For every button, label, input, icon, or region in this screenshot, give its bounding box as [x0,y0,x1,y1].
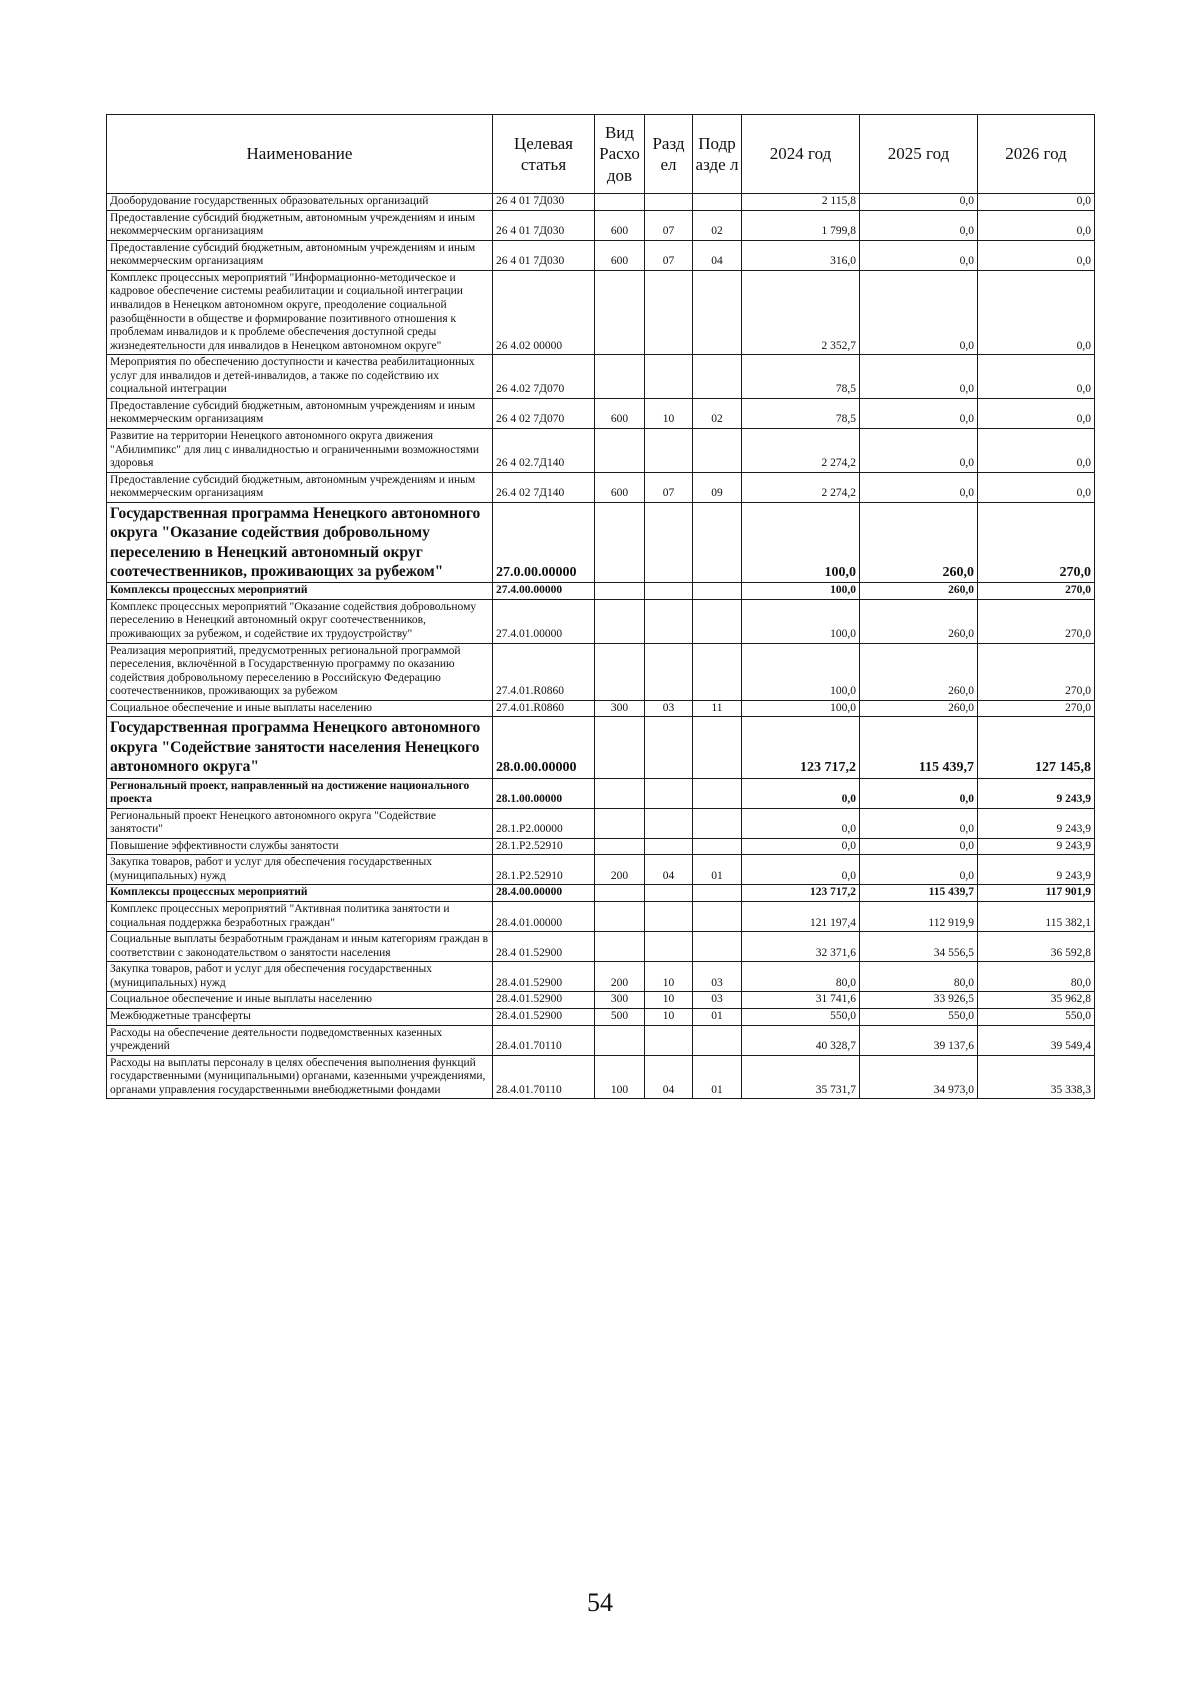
table-row [107,808,1095,838]
cell-subsection [693,717,742,778]
cell-expense-kind [595,355,645,399]
cell-expense-kind [595,885,645,902]
cell-name: Предоставление субсидий бюджетным, автономным учреждениям и иным некоммерческим организациям [107,240,493,270]
cell-target-article: 28.0.00.00000 [493,717,595,778]
cell-target-article: 27.4.01.R0860 [493,700,595,717]
cell-expense-kind [595,270,645,354]
cell-name: Социальное обеспечение и иные выплаты населению [107,700,493,717]
cell-target-article: 28.1.P2.00000 [493,808,595,838]
cell-section [645,643,693,700]
cell-section [645,429,693,473]
cell-section: 07 [645,472,693,502]
cell-name: Социальные выплаты безработным гражданам и иным категориям граждан в соответствии с законодательством о занятости населения [107,932,493,962]
cell-section: 10 [645,992,693,1009]
table-row [107,838,1095,855]
header-target-article: Целевая статья [493,115,595,194]
cell-name: Предоставление субсидий бюджетным, автономным учреждениям и иным некоммерческим организациям [107,210,493,240]
cell-section [645,599,693,643]
page-number: 54 [587,1588,613,1617]
cell-2026: 36 592,8 [978,932,1095,962]
cell-subsection [693,583,742,600]
table-row [107,1055,1095,1099]
cell-2025: 260,0 [860,700,978,717]
cell-2024: 100,0 [742,502,860,583]
cell-section [645,778,693,808]
cell-2025: 80,0 [860,962,978,992]
header-year-2024: 2024 год [742,115,860,194]
cell-section [645,583,693,600]
cell-2025: 115 439,7 [860,885,978,902]
budget-table-wrapper [106,114,1094,1099]
header-year-2025: 2025 год [860,115,978,194]
cell-2026: 35 338,3 [978,1055,1095,1099]
cell-target-article: 28.4 01.52900 [493,932,595,962]
cell-name: Комплексы процессных мероприятий [107,885,493,902]
cell-2024: 1 799,8 [742,210,860,240]
cell-subsection [693,502,742,583]
cell-subsection [693,355,742,399]
table-row [107,194,1095,211]
table-row [107,583,1095,600]
cell-2026: 0,0 [978,398,1095,428]
cell-name: Комплекс процессных мероприятий "Оказание содействия добровольному переселению в Ненецкий автономный округ соотечественников, проживающих за рубежом, и содействие их трудоустройству" [107,599,493,643]
cell-name: Повышение эффективности службы занятости [107,838,493,855]
cell-2025: 33 926,5 [860,992,978,1009]
cell-2026: 9 243,9 [978,808,1095,838]
cell-section: 07 [645,240,693,270]
table-row [107,210,1095,240]
cell-2026: 39 549,4 [978,1025,1095,1055]
cell-expense-kind [595,932,645,962]
table-row [107,932,1095,962]
cell-section [645,932,693,962]
cell-subsection: 03 [693,962,742,992]
cell-section: 04 [645,855,693,885]
cell-2026: 270,0 [978,643,1095,700]
cell-2026: 0,0 [978,429,1095,473]
cell-2024: 2 274,2 [742,472,860,502]
cell-expense-kind: 100 [595,1055,645,1099]
table-row [107,240,1095,270]
cell-target-article: 26 4 02 7Д070 [493,398,595,428]
table-row [107,885,1095,902]
cell-expense-kind: 200 [595,962,645,992]
cell-expense-kind [595,643,645,700]
cell-section [645,270,693,354]
table-row [107,429,1095,473]
cell-subsection: 11 [693,700,742,717]
cell-name: Государственная программа Ненецкого автономного округа "Оказание содействия добровольному переселению в Ненецкий автономный округ соотечественников, проживающих за рубежом" [107,502,493,583]
cell-name: Комплекс процессных мероприятий "Информационно-методическое и кадровое обеспечение системы реабилитации и социальной интеграции инвалидов в Ненецком автономном округе, преодоление социальной разобщённости в обществе и формирование позитивного отношения к проблемам инвалидов и к проблеме обеспечения доступной среды жизнедеятельности для инвалидов в Ненецком автономном округе" [107,270,493,354]
cell-2026: 127 145,8 [978,717,1095,778]
cell-name: Закупка товаров, работ и услуг для обеспечения государственных (муниципальных) нужд [107,855,493,885]
cell-expense-kind: 600 [595,240,645,270]
cell-expense-kind [595,599,645,643]
table-row [107,855,1095,885]
cell-subsection [693,270,742,354]
cell-subsection: 09 [693,472,742,502]
cell-section [645,885,693,902]
table-row [107,778,1095,808]
cell-target-article: 27.4.01.R0860 [493,643,595,700]
cell-2025: 34 556,5 [860,932,978,962]
table-row [107,962,1095,992]
cell-2024: 100,0 [742,643,860,700]
cell-subsection [693,902,742,932]
cell-section [645,194,693,211]
cell-subsection [693,1025,742,1055]
table-row [107,502,1095,583]
cell-2025: 0,0 [860,398,978,428]
cell-2025: 0,0 [860,270,978,354]
table-row [107,398,1095,428]
cell-section [645,502,693,583]
cell-2026: 0,0 [978,270,1095,354]
header-year-2026: 2026 год [978,115,1095,194]
table-header-row [107,115,1095,194]
cell-2024: 100,0 [742,583,860,600]
cell-2024: 0,0 [742,838,860,855]
table-row [107,1008,1095,1025]
cell-2024: 32 371,6 [742,932,860,962]
cell-name: Дооборудование государственных образовательных организаций [107,194,493,211]
header-name: Наименование [107,115,493,194]
cell-2026: 9 243,9 [978,855,1095,885]
cell-2026: 117 901,9 [978,885,1095,902]
cell-subsection [693,885,742,902]
cell-subsection: 01 [693,855,742,885]
cell-subsection [693,778,742,808]
cell-target-article: 28.1.P2.52910 [493,855,595,885]
cell-target-article: 28.4.01.00000 [493,902,595,932]
cell-name: Региональный проект Ненецкого автономного округа "Содействие занятости" [107,808,493,838]
cell-name: Расходы на выплаты персоналу в целях обеспечения выполнения функций государственными (муниципальными) органами, казенными учреждениями, органами управления государственными внебюджетными фондами [107,1055,493,1099]
header-section: Разд ел [645,115,693,194]
table-row [107,902,1095,932]
cell-section [645,808,693,838]
cell-target-article: 26 4 01 7Д030 [493,194,595,211]
cell-2026: 80,0 [978,962,1095,992]
cell-2024: 0,0 [742,778,860,808]
cell-name: Предоставление субсидий бюджетным, автономным учреждениям и иным некоммерческим организациям [107,398,493,428]
cell-subsection [693,599,742,643]
cell-section [645,838,693,855]
cell-expense-kind [595,1025,645,1055]
cell-expense-kind [595,902,645,932]
cell-2025: 39 137,6 [860,1025,978,1055]
cell-2026: 270,0 [978,502,1095,583]
cell-2024: 80,0 [742,962,860,992]
budget-table [106,114,1095,1099]
cell-target-article: 26 4.02 7Д070 [493,355,595,399]
cell-subsection [693,194,742,211]
cell-expense-kind [595,778,645,808]
cell-section [645,1025,693,1055]
cell-target-article: 27.4.01.00000 [493,599,595,643]
cell-expense-kind [595,429,645,473]
cell-2025: 0,0 [860,778,978,808]
cell-name: Комплекс процессных мероприятий "Активная политика занятости и социальная поддержка безработных граждан" [107,902,493,932]
cell-name: Государственная программа Ненецкого автономного округа "Содействие занятости населения Ненецкого автономного округа" [107,717,493,778]
cell-2026: 270,0 [978,700,1095,717]
cell-2025: 0,0 [860,194,978,211]
cell-2024: 123 717,2 [742,885,860,902]
cell-2026: 270,0 [978,583,1095,600]
cell-expense-kind [595,838,645,855]
cell-2025: 0,0 [860,210,978,240]
cell-name: Комплексы процессных мероприятий [107,583,493,600]
cell-2025: 112 919,9 [860,902,978,932]
cell-expense-kind [595,808,645,838]
cell-name: Развитие на территории Ненецкого автономного округа движения "Абилимпикс" для лиц с инвалидностью и ограниченными возможностями здоровья [107,429,493,473]
table-row [107,355,1095,399]
cell-2026: 35 962,8 [978,992,1095,1009]
cell-2024: 0,0 [742,855,860,885]
cell-2026: 0,0 [978,240,1095,270]
cell-2025: 0,0 [860,855,978,885]
cell-target-article: 28.4.01.70110 [493,1025,595,1055]
table-row [107,1025,1095,1055]
cell-expense-kind [595,583,645,600]
cell-expense-kind [595,717,645,778]
cell-2025: 0,0 [860,838,978,855]
cell-target-article: 26 4 02.7Д140 [493,429,595,473]
cell-2025: 260,0 [860,502,978,583]
cell-2025: 0,0 [860,355,978,399]
cell-expense-kind: 600 [595,398,645,428]
cell-subsection: 02 [693,398,742,428]
cell-subsection [693,838,742,855]
cell-target-article: 26 4 01 7Д030 [493,210,595,240]
cell-section: 04 [645,1055,693,1099]
cell-subsection: 03 [693,992,742,1009]
cell-2025: 260,0 [860,643,978,700]
cell-2024: 78,5 [742,355,860,399]
table-row [107,643,1095,700]
cell-target-article: 28.4.01.52900 [493,1008,595,1025]
cell-2024: 40 328,7 [742,1025,860,1055]
table-row [107,717,1095,778]
cell-2025: 550,0 [860,1008,978,1025]
cell-2025: 0,0 [860,472,978,502]
cell-2025: 0,0 [860,808,978,838]
cell-subsection: 01 [693,1008,742,1025]
cell-target-article: 27.0.00.00000 [493,502,595,583]
cell-subsection [693,643,742,700]
cell-2024: 100,0 [742,599,860,643]
cell-2025: 34 973,0 [860,1055,978,1099]
cell-2026: 0,0 [978,194,1095,211]
cell-expense-kind: 600 [595,210,645,240]
cell-name: Реализация мероприятий, предусмотренных региональной программой переселения, включённой в Государственную программу по оказанию содействия добровольному переселению в Российскую Федерацию соотечественников, проживающих за рубежом [107,643,493,700]
cell-2024: 316,0 [742,240,860,270]
cell-target-article: 28.4.00.00000 [493,885,595,902]
cell-2026: 115 382,1 [978,902,1095,932]
cell-name: Межбюджетные трансферты [107,1008,493,1025]
cell-expense-kind: 600 [595,472,645,502]
cell-2024: 78,5 [742,398,860,428]
cell-target-article: 26 4 01 7Д030 [493,240,595,270]
table-row [107,992,1095,1009]
cell-subsection: 01 [693,1055,742,1099]
cell-2025: 260,0 [860,583,978,600]
cell-2025: 0,0 [860,240,978,270]
cell-section: 03 [645,700,693,717]
cell-expense-kind: 200 [595,855,645,885]
cell-2024: 31 741,6 [742,992,860,1009]
cell-expense-kind: 300 [595,700,645,717]
cell-target-article: 28.1.P2.52910 [493,838,595,855]
cell-expense-kind: 300 [595,992,645,1009]
cell-name: Закупка товаров, работ и услуг для обеспечения государственных (муниципальных) нужд [107,962,493,992]
cell-2024: 121 197,4 [742,902,860,932]
cell-2024: 123 717,2 [742,717,860,778]
cell-target-article: 28.1.00.00000 [493,778,595,808]
cell-subsection [693,932,742,962]
cell-2025: 0,0 [860,429,978,473]
table-body [107,194,1095,1099]
header-expense-kind: Вид Расхо дов [595,115,645,194]
cell-name: Социальное обеспечение и иные выплаты населению [107,992,493,1009]
header-subsection: Подр азде л [693,115,742,194]
cell-section: 10 [645,1008,693,1025]
table-row [107,599,1095,643]
cell-name: Мероприятия по обеспечению доступности и качества реабилитационных услуг для инвалидов и детей-инвалидов, а также по содействию их социальной интеграции [107,355,493,399]
cell-section [645,717,693,778]
cell-2025: 260,0 [860,599,978,643]
cell-target-article: 28.4.01.70110 [493,1055,595,1099]
cell-2024: 100,0 [742,700,860,717]
cell-section [645,902,693,932]
cell-subsection: 04 [693,240,742,270]
cell-subsection [693,808,742,838]
cell-2026: 0,0 [978,355,1095,399]
cell-2026: 550,0 [978,1008,1095,1025]
cell-target-article: 26 4.02 00000 [493,270,595,354]
cell-2026: 0,0 [978,472,1095,502]
cell-2026: 270,0 [978,599,1095,643]
cell-2026: 9 243,9 [978,778,1095,808]
cell-2026: 0,0 [978,210,1095,240]
cell-target-article: 28.4.01.52900 [493,992,595,1009]
cell-expense-kind: 500 [595,1008,645,1025]
cell-target-article: 28.4.01.52900 [493,962,595,992]
cell-section: 10 [645,398,693,428]
cell-section: 07 [645,210,693,240]
cell-2024: 2 115,8 [742,194,860,211]
cell-2024: 2 274,2 [742,429,860,473]
cell-name: Расходы на обеспечение деятельности подведомственных казенных учреждений [107,1025,493,1055]
cell-target-article: 26.4 02 7Д140 [493,472,595,502]
table-row [107,472,1095,502]
cell-subsection [693,429,742,473]
cell-expense-kind [595,194,645,211]
cell-name: Региональный проект, направленный на достижение национального проекта [107,778,493,808]
cell-subsection: 02 [693,210,742,240]
cell-2024: 0,0 [742,808,860,838]
cell-section [645,355,693,399]
table-row [107,700,1095,717]
cell-2025: 115 439,7 [860,717,978,778]
cell-2026: 9 243,9 [978,838,1095,855]
cell-section: 10 [645,962,693,992]
cell-target-article: 27.4.00.00000 [493,583,595,600]
cell-2024: 2 352,7 [742,270,860,354]
cell-2024: 35 731,7 [742,1055,860,1099]
table-row [107,270,1095,354]
cell-expense-kind [595,502,645,583]
cell-name: Предоставление субсидий бюджетным, автономным учреждениям и иным некоммерческим организациям [107,472,493,502]
cell-2024: 550,0 [742,1008,860,1025]
